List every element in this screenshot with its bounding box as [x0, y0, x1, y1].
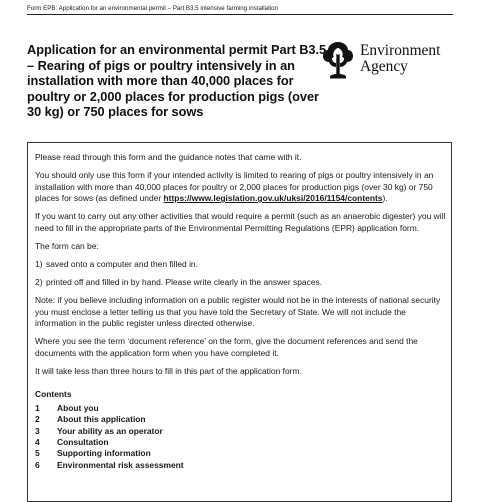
intro-p2-text: You should only use this form if your intended activity is limited to rearing of pigs or poultry intensively in an installation with more than 40,000 places for poultry or 2,000 places for production pigs (over 30 kg) or 750 places for sows (as defined under: [35, 170, 434, 204]
contents-item[interactable]: [35, 414, 447, 425]
contents-item-number: 2: [35, 414, 40, 425]
form-option-1: [35, 259, 447, 271]
contents-item[interactable]: [35, 437, 447, 448]
running-header-text: Form EPB: Application for an environmental permit – Part B3.5 intensive farming installation: [27, 5, 279, 12]
logo-line-2: Agency: [360, 57, 408, 75]
form-option-text: printed off and filled in by hand. Please write clearly in the answer spaces.: [46, 276, 323, 287]
environment-agency-emblem-icon: [320, 40, 356, 80]
intro-paragraph-4: The form can be:: [35, 240, 99, 251]
running-header: [27, 4, 453, 15]
form-option-number: 2): [35, 276, 43, 287]
guidance-box: [27, 142, 452, 502]
intro-paragraph-3: If you want to carry out any other activities that would require a permit (such as an anaerobic digester) you will need to fill in the appropriate parts of the Environmental Permitting Regulations (EPR) application form.: [35, 211, 446, 233]
page-title: Application for an environmental permit Part B3.5 – Rearing of pigs or poultry intensively in an installation with more than 40,000 places for poultry or 2,000 places for production pigs (over 30 kg) or 750 places for sows: [27, 42, 327, 120]
contents-item-label: Environmental risk assessment: [57, 459, 184, 470]
intro-p2-end: ).: [382, 193, 388, 204]
logo-line-1: Environment: [360, 42, 441, 59]
contents-item-label: About you: [57, 402, 99, 413]
contents-item-label: Consultation: [57, 436, 109, 447]
logo-wordmark: [360, 43, 440, 74]
legislation-link[interactable]: https://www.legislation.gov.uk/uksi/2016/1154/contents: [163, 193, 383, 204]
intro-paragraph-6: Where you see the term ‘document reference’ on the form, give the document references and send the documents with the application form when you have completed it.: [35, 336, 418, 358]
intro-paragraph-2: [35, 170, 447, 205]
contents-item[interactable]: [35, 460, 447, 471]
intro-paragraph-5: Note: if you believe including information on a public register would not be in the interests of national security you must enclose a letter telling us that you have told the Secretary of State. We will not include the information in the public register unless directed otherwise.: [35, 295, 441, 329]
guidance-content: [35, 152, 447, 471]
form-option-number: 1): [35, 258, 43, 269]
contents-item-label: About this application: [57, 414, 146, 425]
contents-item[interactable]: [35, 403, 447, 414]
contents-item-number: 4: [35, 436, 40, 447]
contents-item-label: Supporting information: [57, 448, 151, 459]
contents-item-number: 3: [35, 425, 40, 436]
form-option-text: saved onto a computer and then filled in.: [46, 258, 198, 269]
contents-item-number: 6: [35, 459, 40, 470]
contents-heading: Contents: [35, 389, 72, 400]
contents-item-number: 5: [35, 448, 40, 459]
contents-item-label: Your ability as an operator: [57, 425, 163, 436]
intro-paragraph-7: It will take less than three hours to fill in this part of the application form.: [35, 365, 302, 376]
contents-item-number: 1: [35, 402, 40, 413]
contents-item[interactable]: [35, 448, 447, 459]
intro-paragraph-1: Please read through this form and the guidance notes that came with it.: [35, 152, 302, 162]
contents-item[interactable]: [35, 426, 447, 437]
form-option-2: [35, 277, 447, 289]
environment-agency-logo: [320, 40, 460, 84]
